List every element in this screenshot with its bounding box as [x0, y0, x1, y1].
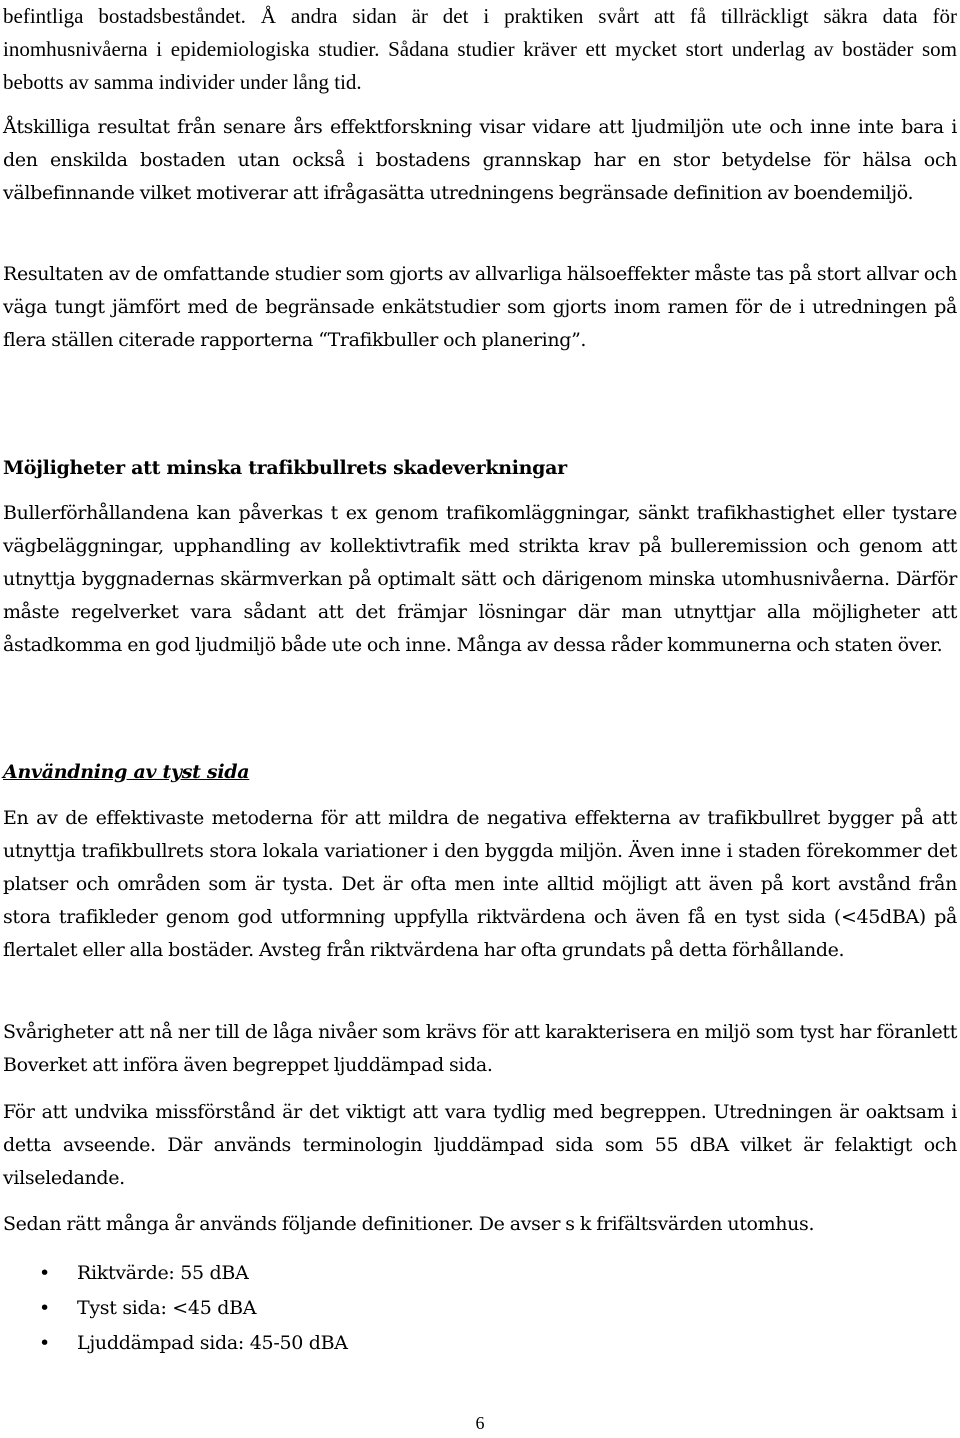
paragraph-effect-research: Åtskilliga resultat från senare års effektforskning visar vidare att ljudmiljön ute och inne inte bara i den enskilda bostaden utan också i bostadens grannskap har en stor betydelse för hälsa och välbefinnande vilket motiverar att ifrågasätta utredningens begränsade definition av boendemiljö.	[3, 116, 957, 204]
paragraph-intro-continued: befintliga bostadsbeståndet. Å andra sidan är det i praktiken svårt att få tillräckligt säkra data för inomhusnivåerna i epidemiologiska studier. Sådana studier kräver ett mycket stort underlag av bostäder som bebotts av samma individer under lång tid.	[3, 4, 957, 94]
section-heading-quiet-side: Användning av tyst sida	[3, 761, 250, 783]
list-item-text: Tyst sida: <45 dBA	[77, 1297, 257, 1319]
list-item	[3, 1326, 348, 1361]
list-item	[3, 1256, 348, 1291]
paragraph-health-effects: Resultaten av de omfattande studier som gjorts av allvarliga hälsoeffekter måste tas på stort allvar och väga tungt jämfört med de begränsade enkätstudier som gjorts inom ramen för de i utredningen på flera ställen citerade rapporterna “Trafikbuller och planering”.	[3, 263, 957, 351]
bullet-icon: •	[39, 1262, 50, 1284]
definitions-list	[3, 1256, 348, 1361]
bullet-icon: •	[39, 1297, 50, 1319]
paragraph-quiet-side-methods: En av de effektivaste metoderna för att mildra de negativa effekterna av trafikbullret bygger på att utnyttja trafikbullrets stora lokala variationer i den byggda miljön. Även inne i staden förekommer det platser och områden som är tysta. Det är ofta men inte alltid möjligt att även på kort avstånd från stora trafikleder genom god utformning uppfylla riktvärdena och även få en tyst sida (<45dBA) på flertalet eller alla bostäder. Avsteg från riktvärdena har ofta grundats på detta förhållande.	[3, 807, 957, 961]
paragraph-misunderstanding: För att undvika missförstånd är det viktigt att vara tydlig med begreppen. Utredningen är oaktsam i detta avseende. Där används terminologin ljuddämpad sida som 55 dBA vilket är felaktigt och vilseledande.	[3, 1101, 957, 1189]
page-number: 6	[475, 1413, 485, 1433]
section-heading-reduce-noise: Möjligheter att minska trafikbullrets skadeverkningar	[3, 457, 567, 479]
bullet-icon: •	[39, 1332, 50, 1354]
list-item	[3, 1291, 348, 1326]
paragraph-definitions-intro: Sedan rätt många år används följande definitioner. De avser s k frifältsvärden utomhus.	[3, 1213, 815, 1235]
paragraph-boverket: Svårigheter att nå ner till de låga nivåer som krävs för att karakterisera en miljö som tyst har föranlett Boverket att införa även begreppet ljuddämpad sida.	[3, 1021, 957, 1076]
list-item-text: Riktvärde: 55 dBA	[77, 1262, 249, 1284]
paragraph-noise-conditions: Bullerförhållandena kan påverkas t ex genom trafikomläggningar, sänkt trafikhastighet eller tystare vägbeläggningar, upphandling av kollektivtrafik med strikta krav på bulleremission och genom att utnyttja byggnadernas skärmverkan på optimalt sätt och därigenom minska utomhusnivåerna. Därför måste regelverket vara sådant att det främjar lösningar där man utnyttjar alla möjligheter att åstadkomma en god ljudmiljö både ute och inne. Många av dessa råder kommunerna och staten över.	[3, 502, 957, 656]
list-item-text: Ljuddämpad sida: 45-50 dBA	[77, 1332, 348, 1354]
